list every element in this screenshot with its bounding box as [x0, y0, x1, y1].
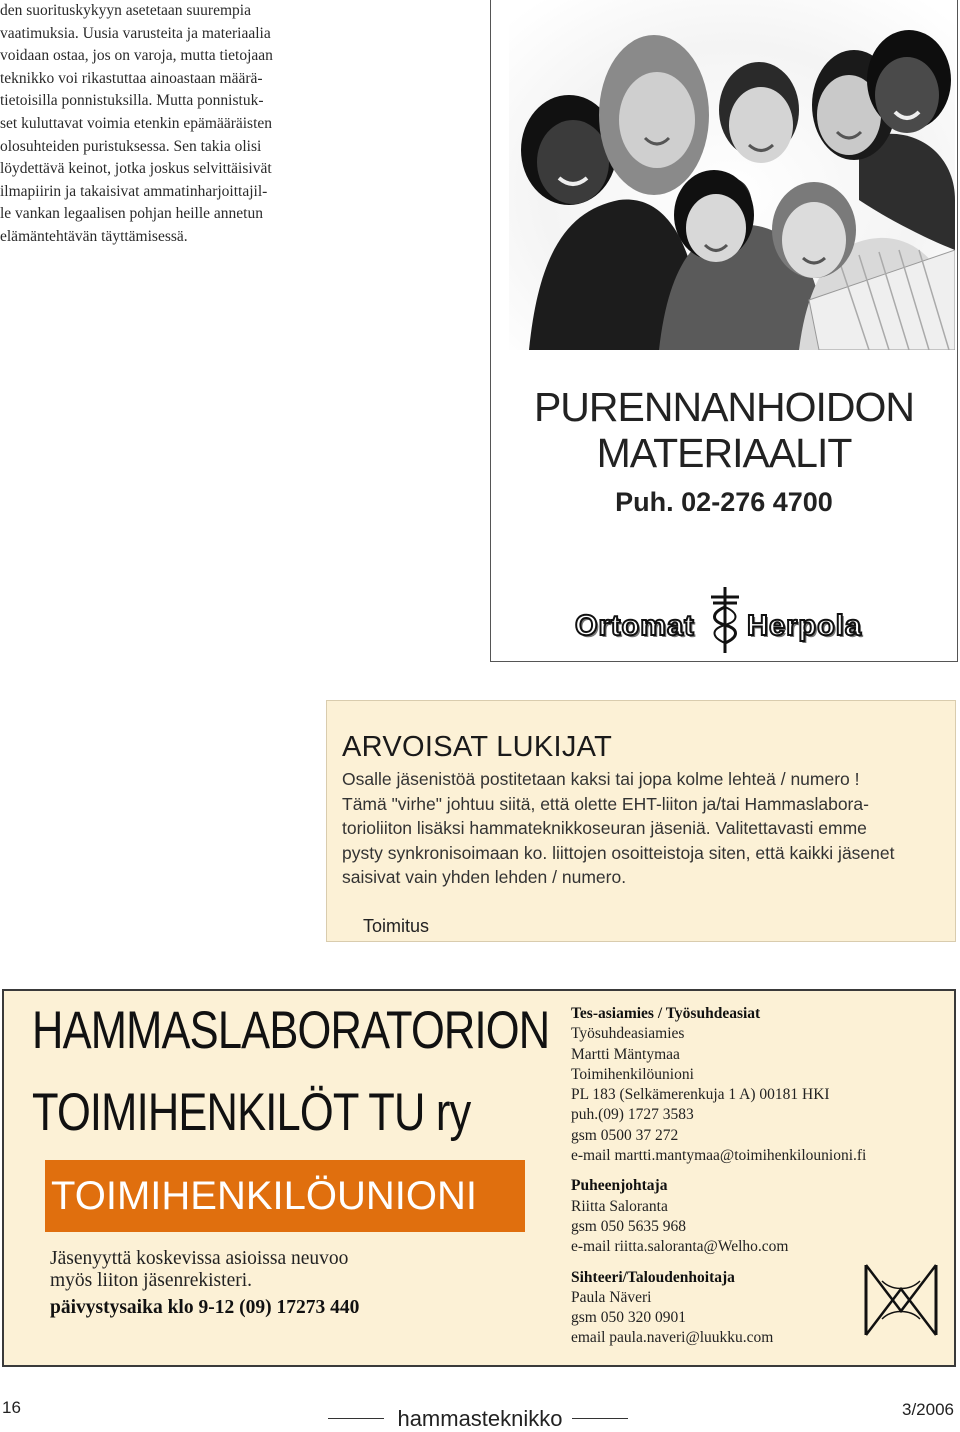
- notice-line: pysty synkronisoimaan ko. liittojen osoitteistoja siten, että kaikki jäsenet: [342, 842, 895, 863]
- logo-word-left: Ortomat: [575, 610, 695, 642]
- union-description: [50, 1248, 348, 1292]
- article-text: [0, 0, 312, 249]
- logo-word-right: Herpola: [747, 610, 862, 642]
- article-line: ilmapiirin ja takaisivat ammatinharjoittajil-: [0, 182, 268, 200]
- contact-line: gsm 050 320 0901: [571, 1309, 686, 1327]
- issue-number: 3/2006: [902, 1400, 954, 1419]
- union-office-hours: päivystysaika klo 9-12 (09) 17273 440: [50, 1297, 360, 1318]
- union-name: HAMMASLABORATORION: [32, 1001, 550, 1060]
- contact-heading: Tes-asiamies / Työsuhdeasiat: [571, 1005, 761, 1022]
- ad-title: PURENNANHOIDON: [533, 384, 915, 430]
- article-line: olosuhteiden puristuksessa. Sen takia olisi: [0, 137, 262, 155]
- article-line: voidaan ostaa, jos on varoja, mutta tietojaan: [0, 47, 273, 65]
- ad-phone: Puh. 02-276 4700: [615, 487, 833, 517]
- contact-email[interactable]: e-mail riitta.saloranta@Welho.com: [571, 1238, 789, 1256]
- article-line: elämäntehtävän täyttämisessä.: [0, 227, 188, 245]
- notice-signature: Toimitus: [363, 916, 430, 936]
- footer-rule: [572, 1418, 628, 1419]
- ad-title: MATERIAALIT: [596, 430, 852, 476]
- contact-line: Riitta Saloranta: [571, 1197, 668, 1215]
- notice-body: [342, 767, 952, 890]
- contact-heading: Puheenjohtaja: [571, 1177, 668, 1195]
- union-logo-icon: [862, 1261, 940, 1339]
- contact-email[interactable]: e-mail martti.mantymaa@toimihenkilounioni.fi: [571, 1147, 867, 1165]
- article-line: teknikko voi rikastuttaa ainoastaan määrä-: [0, 69, 263, 87]
- group-photo: [509, 0, 955, 350]
- article-line: löydettävä keinot, jotka joskus selvittäisivät: [0, 160, 272, 178]
- article-line: le vankan legaalisen pohjan heille annetun: [0, 205, 263, 223]
- article-line: vaatimuksia. Uusia varusteita ja materiaalia: [0, 24, 271, 42]
- notice-line: torioliiton lisäksi hammateknikkoseuran jäseniä. Valitettavasti emme: [342, 818, 867, 839]
- union-contacts: [571, 1004, 866, 1349]
- page-number: 16: [2, 1398, 21, 1417]
- contact-line: gsm 0500 37 272: [571, 1126, 679, 1144]
- notice-line: saisivat vain yhden lehden / numero.: [342, 867, 627, 888]
- contact-line: Työsuhdeasiamies: [571, 1025, 685, 1043]
- caduceus-icon: [705, 585, 745, 655]
- ortomat-herpola-logo: [575, 585, 875, 655]
- union-name: TOIMIHENKILÖT TU ry: [32, 1083, 471, 1142]
- article-line: den suorituskykyyn asetetaan suurempia: [0, 2, 251, 19]
- contact-line: PL 183 (Selkämerenkuja 1 A) 00181 HKI: [571, 1086, 830, 1104]
- readers-notice: [326, 700, 956, 942]
- contact-line: gsm 050 5635 968: [571, 1217, 686, 1235]
- union-banner: TOIMIHENKILÖUNIONI: [45, 1160, 525, 1232]
- advertisement: [490, 0, 958, 662]
- contact-line: Toimihenkilöunioni: [571, 1065, 694, 1083]
- notice-title: ARVOISAT LUKIJAT: [342, 731, 613, 763]
- contact-line: Paula Näveri: [571, 1288, 652, 1306]
- magazine-name: hammasteknikko: [397, 1406, 563, 1431]
- article-line: tietoisilla ponnistuksilla. Mutta ponnistuk-: [0, 92, 264, 110]
- page-footer: [0, 1380, 960, 1431]
- notice-line: Osalle jäsenistöä postitetaan kaksi tai jopa kolme lehteä / numero !: [342, 769, 860, 789]
- union-description-line: Jäsenyyttä koskevissa asioissa neuvoo: [50, 1248, 349, 1269]
- contact-email[interactable]: email paula.naveri@luukku.com: [571, 1329, 774, 1347]
- contact-line: puh.(09) 1727 3583: [571, 1106, 694, 1124]
- contact-heading: Sihteeri/Taloudenhoitaja: [571, 1268, 735, 1286]
- union-info-box: [2, 989, 956, 1367]
- contact-line: Martti Mäntymaa: [571, 1045, 680, 1063]
- union-description-line: myös liiton jäsenrekisteri.: [50, 1270, 253, 1291]
- article-line: set kuluttavat voimia etenkin epämääräisten: [0, 114, 273, 132]
- notice-line: Tämä "virhe" johtuu siitä, että olette EHT-liiton ja/tai Hammaslabora-: [342, 793, 869, 814]
